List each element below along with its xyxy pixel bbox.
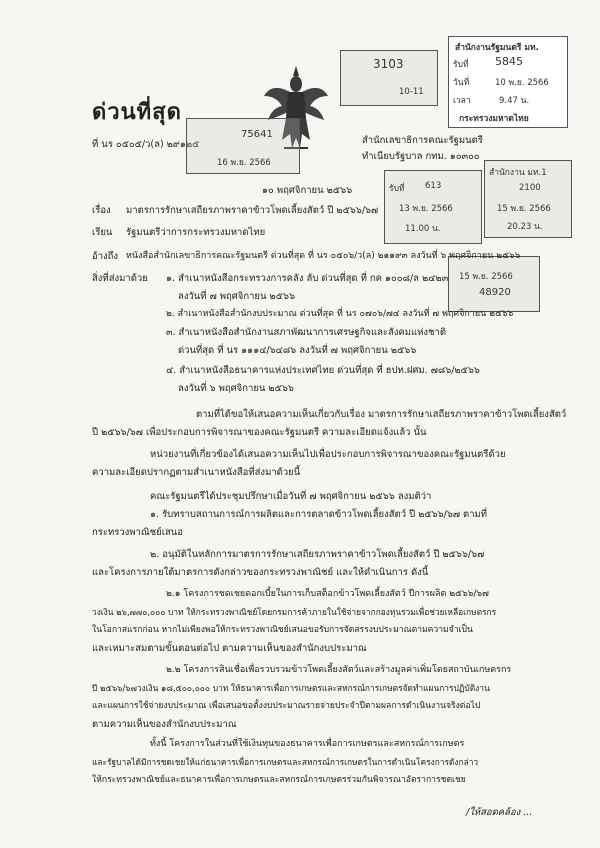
left-stamp-date: 16 พ.ย. 2566 bbox=[217, 158, 271, 168]
stamp-date: 10 พ.ย. 2566 bbox=[495, 78, 549, 88]
attachment-item: ๒. สำเนาหนังสือสำนักงบประมาณ ด่วนที่สุด ที่ นร ๐๗๐๖/๗๔ ลงวันที่ ๗ พฤศจิกายน ๒๕๖๖ bbox=[166, 309, 514, 319]
to-text: รัฐมนตรีว่าการกระทรวงมหาดไทย bbox=[126, 227, 266, 238]
document-number: ที่ นร ๐๕๐๕/ว(ล) ๒๙๑๒๕ bbox=[92, 139, 200, 150]
stamp-rec-label: รับที่ bbox=[453, 60, 469, 70]
stamp-date-label: วันที่ bbox=[453, 78, 470, 88]
mid-stamp-date: 13 พ.ย. 2566 bbox=[399, 204, 453, 214]
body-line: ตามความเห็นของสำนักงบประมาณ bbox=[92, 719, 237, 730]
mid-stamp-time: 11.00 น. bbox=[405, 224, 441, 234]
body-line: ๒.๒ โครงการสินเชื่อเพื่อรวบรวมข้าวโพดเลี้ยงสัตว์และสร้างมูลค่าเพิ่มโดยสถาบันเกษตรกร bbox=[166, 665, 512, 675]
body-line: และแผนการใช้จ่ายงบประมาณ เพื่อเสนอขอตั้งงบประมาณรายจ่ายประจำปีตามผลการดำเนินงานจริงต่อไป bbox=[92, 701, 481, 711]
stamp-rec-no: 5845 bbox=[495, 55, 523, 68]
number-stamp-date: 10-11 bbox=[399, 87, 424, 97]
body-line: คณะรัฐมนตรีได้ประชุมปรึกษาเมื่อวันที่ ๗ พฤศจิกายน ๒๕๖๖ ลงมติว่า bbox=[150, 491, 432, 502]
subject-label: เรื่อง bbox=[92, 205, 111, 216]
continuation-note: /ให้สอดคล้อง ... bbox=[466, 807, 533, 818]
attachment-item: ลงวันที่ ๖ พฤศจิกายน ๒๕๖๖ bbox=[178, 383, 294, 394]
stamp-ministry: กระทรวงมหาดไทย bbox=[459, 114, 529, 124]
body-line: กระทรวงพาณิชย์เสนอ bbox=[92, 527, 183, 538]
body-line: ๑. รับทราบสถานการณ์การผลิตและการตลาดข้าวโพดเลี้ยงสัตว์ ปี ๒๕๖๖/๖๗ ตามที่ bbox=[150, 509, 488, 520]
attachment-item: ด่วนที่สุด ที่ นร ๑๑๑๔/๖๔๘๖ ลงวันที่ ๗ พฤศจิกายน ๒๕๖๖ bbox=[178, 345, 417, 356]
reference-label: อ้างถึง bbox=[92, 251, 119, 262]
cabinet-office-stamp bbox=[448, 36, 568, 128]
body-line: ให้กระทรวงพาณิชย์และธนาคารเพื่อการเกษตรและสหกรณ์การเกษตรร่วมกันพิจารณาอัตราการชดเชย bbox=[92, 775, 466, 785]
body-line: ความละเอียดปรากฏตามสำเนาหนังสือที่ส่งมาด้วยนี้ bbox=[92, 467, 301, 478]
body-line: ๒. อนุมัติในหลักการมาตรการรักษาเสถียรภาพราคาข้าวโพดเลี้ยงสัตว์ ปี ๒๕๖๖/๖๗ bbox=[150, 549, 485, 560]
urgency-heading: ด่วนที่สุด bbox=[92, 100, 182, 125]
left-stamp-no: 75641 bbox=[241, 129, 273, 140]
issuer-name: สำนักเลขาธิการคณะรัฐมนตรี bbox=[362, 135, 483, 146]
body-line: ทั้งนี้ โครงการในส่วนที่ใช้เงินทุนของธนาคารเพื่อการเกษตรและสหกรณ์การเกษตร bbox=[150, 739, 465, 749]
stamp-title: สำนักงานรัฐมนตรี มท. bbox=[455, 43, 539, 53]
stamp-time-label: เวลา bbox=[453, 96, 471, 106]
body-line: ในโอกาสแรกก่อน หากไม่เพียงพอให้กระทรวงพาณิชย์เสนอขอรับการจัดสรรงบประมาณตามความจำเป็น bbox=[92, 625, 473, 635]
attachments-label: สิ่งที่ส่งมาด้วย bbox=[92, 273, 148, 284]
body-line: และรัฐบาลได้มีการชดเชยให้แก่ธนาคารเพื่อการเกษตรและสหกรณ์การเกษตรในการดำเนินโครงการดังกล่าว bbox=[92, 757, 479, 767]
body-line: และโครงการภายใต้มาตรการดังกล่าวของกระทรวงพาณิชย์ และให้ดำเนินการ ดังนี้ bbox=[92, 567, 429, 578]
attachment-item: ลงวันที่ ๗ พฤศจิกายน ๒๕๖๖ bbox=[178, 291, 296, 302]
attachment-item: ๑. สำเนาหนังสือกระทรวงการคลัง ลับ ด่วนที่สุด ที่ กค ๑๐๐๘/ล ๒๔๒๓ bbox=[166, 273, 449, 284]
reference-text: หนังสือสำนักเลขาธิการคณะรัฐมนตรี ด่วนที่สุด ที่ นร ๐๕๐๖/ว(ล) ๒๑๑๙๓ ลงวันที่ ๖ พฤศจิกายน ๒๕๖๖ bbox=[126, 251, 521, 261]
to-label: เรียน bbox=[92, 227, 113, 238]
number-stamp-no: 3103 bbox=[373, 57, 404, 71]
document-date: ๑๐ พฤศจิกายน ๒๕๖๖ bbox=[262, 185, 353, 196]
body-line: ปี ๒๕๖๖/๖๗ เพื่อประกอบการพิจารณาของคณะรัฐมนตรี ความละเอียดแจ้งแล้ว นั้น bbox=[92, 427, 427, 438]
subject-text: มาตรการรักษาเสถียรภาพราคาข้าวโพดเลี้ยงสัตว์ ปี ๒๕๖๖/๖๗ bbox=[126, 205, 379, 216]
issuer-address: ทำเนียบรัฐบาล กทม. ๑๐๓๐๐ bbox=[362, 151, 480, 162]
right-stamp-title: สำนักงาน มท.1 bbox=[489, 168, 547, 178]
attachment-item: ๔. สำเนาหนังสือธนาคารแห่งประเทศไทย ด่วนที่สุด ที่ ธปท.ฝศม. ๗๘๖/๒๕๖๖ bbox=[166, 365, 480, 376]
body-line: และเหมาะสมตามขั้นตอนต่อไป ตามความเห็นของสำนักงบประมาณ bbox=[92, 643, 367, 654]
right-stamp-no: 2100 bbox=[519, 183, 541, 193]
body-line: วงเงิน ๒๖,๗๗๐,๐๐๐ บาท ให้กระทรวงพาณิชย์โดยกรมการค้าภายในใช้จ่ายจากกองทุนรวมเพื่อช่วยเหลือเกษตรกร bbox=[92, 607, 497, 617]
left-receipt-stamp bbox=[186, 118, 300, 174]
right-stamp-date: 15 พ.ย. 2566 bbox=[497, 204, 551, 214]
mid-stamp-label: รับที่ bbox=[389, 184, 405, 194]
stamp-time: 9.47 น. bbox=[499, 96, 530, 106]
mid-receipt-stamp bbox=[384, 170, 482, 244]
lower-receipt-stamp bbox=[448, 256, 540, 312]
body-line: ปี ๒๕๖๖/๖๗วงเงิน ๑๘,๕๐๐,๐๐๐ บาท ให้ธนาคารเพื่อการเกษตรและสหกรณ์การเกษตรจัดทำแผนการปฏิบัติงาน bbox=[92, 683, 490, 693]
lower-stamp-no: 48920 bbox=[479, 287, 511, 298]
mid-stamp-no: 613 bbox=[425, 181, 442, 191]
body-line: ๒.๑ โครงการชดเชยดอกเบี้ยในการเก็บสต็อกข้าวโพดเลี้ยงสัตว์ ปีการผลิต ๒๕๖๖/๖๗ bbox=[166, 589, 489, 599]
attachment-item: ๓. สำเนาหนังสือสำนักงานสภาพัฒนาการเศรษฐกิจและสังคมแห่งชาติ bbox=[166, 327, 447, 338]
number-stamp bbox=[340, 50, 438, 106]
body-line: หน่วยงานที่เกี่ยวข้องได้เสนอความเห็นไปเพื่อประกอบการพิจารณาของคณะรัฐมนตรีด้วย bbox=[150, 449, 506, 460]
right-receipt-stamp bbox=[484, 160, 572, 238]
body-line: ตามที่ได้ขอให้เสนอความเห็นเกี่ยวกับเรื่อง มาตรการรักษาเสถียรภาพราคาข้าวโพดเลี้ยงสัตว์ bbox=[196, 409, 567, 420]
right-stamp-time: 20.23 น. bbox=[507, 222, 543, 232]
lower-stamp-date: 15 พ.ย. 2566 bbox=[459, 272, 513, 282]
